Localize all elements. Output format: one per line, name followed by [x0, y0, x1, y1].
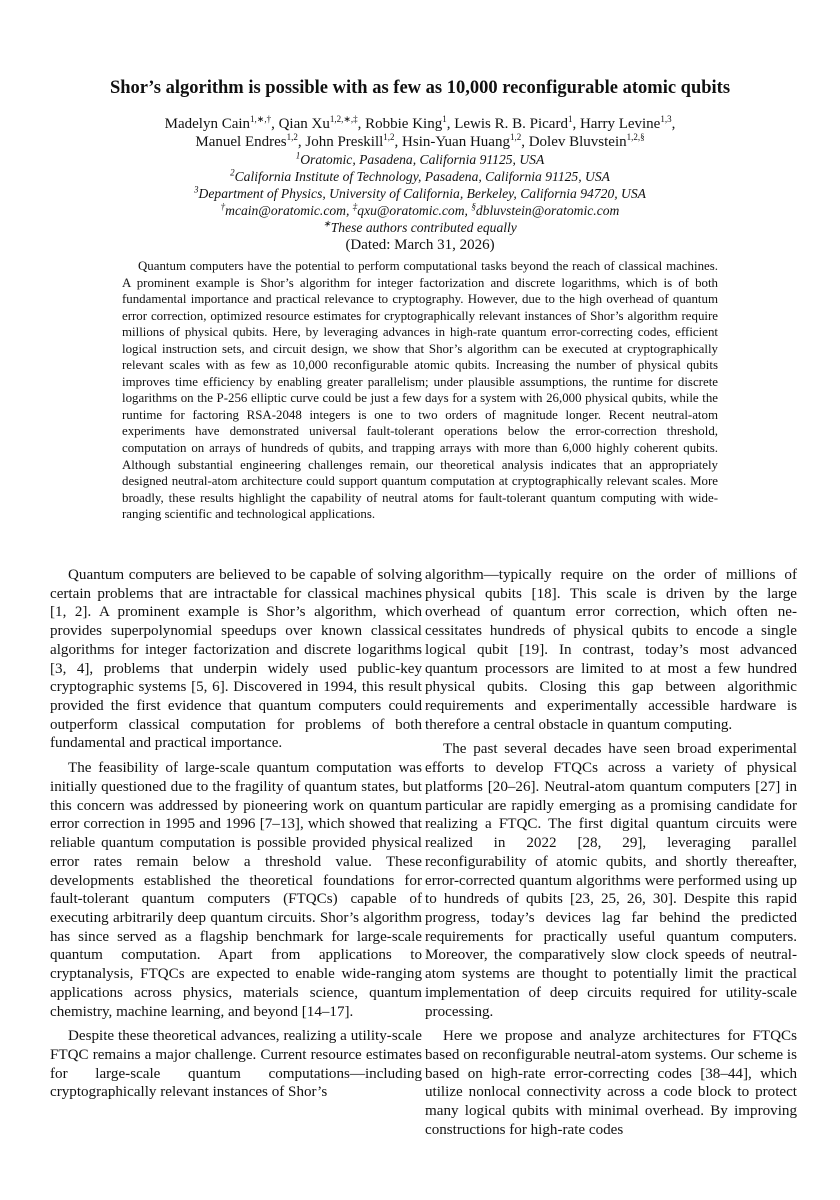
author-emails: †mcain@oratomic.com, ‡qxu@oratomic.com, §dbluvstein@oratomic.com — [220, 201, 620, 219]
paragraph: Despite these theoretical advances, realizing a utility-scale FTQC remains a major challenge. Current resource estimates for large-scale quantum computations—including cryptographically relevant instances of Shor’s — [50, 1028, 422, 1101]
paragraph: Quantum computers are believed to be capable of solving certain problems that are intractable for classical machines [1, 2]. A prominent example is Shor’s algorithm, which provides superpolynomial speedups over known classical algorithms for integer factorization and discrete logarithms [3, 4], problems that underpin widely used public-key cryptographic systems [5, 6]. Discovered in 1994, this result provided the first evidence that quantum computers could outperform classical computation for problems of both fundamental and practical importance. — [50, 567, 422, 752]
email-link[interactable]: mcain@oratomic.com — [225, 203, 346, 219]
body-column-left — [50, 566, 422, 1108]
author: Hsin-Yuan Huang$^{1,2}$ — [402, 132, 522, 151]
paper-title: Shor’s algorithm is possible with as few as 10,000 reconfigurable atomic qubits — [109, 78, 731, 98]
author: Qian $Xu^{1,2,∗,\ddagger}$ — [278, 114, 358, 132]
author: Manuel Endres$^{1,2}$ — [195, 132, 298, 151]
author-list-line-1: Madelyn Cain$^{1,∗,\dagger}$, Qian $Xu^{1,2,∗,\ddagger}$, Robbie King$^1$, Lewis R. B. Picard$^1$, Harry Levine$^{1,3}$, — [164, 114, 676, 132]
front-matter — [60, 115, 780, 255]
paragraph: The past several decades have seen broad experimental efforts to develop FTQCs across a variety of physical platforms [20–26]. Neutral-atom quantum computers [27] in particular are rapidly emerging as a promising candidate for realizing a FTQC. The first digital quantum circuits were realized in 2022 [28, 29], leveraging parallel reconfigurability of atomic qubits, and shortly thereafter, error-corrected quantum algorithms were performed using up to hundreds of qubits [23, 25, 26, 30]. Despite this rapid progress, today’s devices lag far behind the predicted requirements for practically useful quantum computers. Moreover, the comparatively slow clock speeds of neutral-atom systems are thought to potentially limit the practical implementation of deep circuits required for utility-scale processing. — [425, 741, 797, 1020]
author-list-line-2: Manuel Endres$^{1,2}$, John Preskill$^{1,2}$, Hsin-Yuan Huang$^{1,2}$, Dolev Bluvstein$^{1,2,\S}$ — [195, 132, 645, 151]
affiliation: $^2$California Institute of Technology, Pasadena, California 91125, USA — [230, 167, 610, 185]
author: Lewis R. B. Picard$^1$ — [454, 114, 573, 132]
equal-contribution-note: ∗These authors contributed equally — [323, 218, 517, 236]
body-column-right — [425, 566, 797, 1146]
paragraph: The feasibility of large-scale quantum computation was initially questioned due to the fragility of quantum states, but this concern was addressed by pioneering work on quantum error correction in 1995 and 1996 [7–13], which showed that reliable quantum computation is possible provided physical error rates remain below a threshold value. These developments established the theoretical foundations for fault-tolerant quantum computers (FTQCs) capable of executing arbitrarily deep quantum circuits. Shor’s algorithm has since served as a flagship benchmark for large-scale quantum computation. Apart from applications to cryptanalysis, FTQCs are expected to enable wide-ranging applications across physics, materials science, quantum chemistry, machine learning, and beyond [14–17]. — [50, 760, 422, 1020]
email-link[interactable]: qxu@oratomic.com — [357, 203, 465, 219]
author: Madelyn Cain$^{1,∗,\dagger}$ — [164, 114, 272, 132]
email-link[interactable]: dbluvstein@oratomic.com — [475, 203, 620, 219]
author: Dolev Bluvstein$^{1,2,\S}$ — [528, 132, 645, 151]
paragraph: Here we propose and analyze architectures for FTQCs based on reconfigurable neutral-atom systems. Our scheme is based on high-rate error-correcting codes [38–44], which utilize nonlocal connectivity across a code block to protect many logical qubits with minimal overhead. By improving constructions for high-rate codes — [425, 1028, 797, 1138]
affiliation: $^3$Department of Physics, University of California, Berkeley, California 94720, USA — [194, 184, 646, 202]
author: John Preskill$^{1,2}$ — [305, 132, 395, 151]
date-line: (Dated: March 31, 2026) — [345, 237, 495, 254]
abstract: Quantum computers have the potential to perform computational tasks beyond the reach of classical machines. A prominent example is Shor’s algorithm for integer factorization and discrete logarithms, which is of both fundamental importance and practical relevance to cryptography. However, due to the high overhead of quantum error correction, optimized resource estimates for cryptographically relevant instances of Shor’s algorithm require millions of physical qubits. Here, by leveraging advances in high-rate quantum error-correcting codes, efficient logical instruction sets, and circuit design, we show that Shor’s algorithm can be executed at cryptographically relevant scales with as few as 10,000 reconfigurable atomic qubits. Increasing the number of physical qubits improves time efficiency by enabling greater parallelism; under plausible assumptions, the runtime for discrete logarithms on the P-256 elliptic curve could be just a few days for a system with 26,000 physical qubits, while the runtime for factoring RSA-2048 integers is one to two orders of magnitude longer. Recent neutral-atom experiments have demonstrated universal fault-tolerant operations below the error-correction threshold, computation on arrays of hundreds of qubits, and trapping arrays with more than 6,000 highly coherent qubits. Although substantial engineering challenges remain, our theoretical analysis indicates that an appropriately designed neutral-atom architecture could support quantum computation at cryptographically relevant scales. More broadly, these results highlight the capability of neutral atoms for fault-tolerant quantum computing with wide-ranging scientific and technological applications. — [122, 259, 718, 522]
paragraph-continuation: algorithm—typically require on the order of millions of physical qubits [18]. This scale is driven by the large overhead of quantum error correction, which often necessitates hundreds of physical qubits to encode a single logical qubit [19]. In contrast, today’s most advanced quantum processors are limited to at most a few hundred physical qubits. Closing this gap between algorithmic requirements and experimentally accessible hardware is therefore a central obstacle in quantum computing. — [425, 567, 797, 733]
affiliation: $^1$Oratomic, Pasadena, California 91125, USA — [295, 150, 545, 168]
author: Robbie King$^1$ — [365, 114, 447, 132]
author: Harry Levine$^{1,3}$ — [579, 114, 672, 132]
